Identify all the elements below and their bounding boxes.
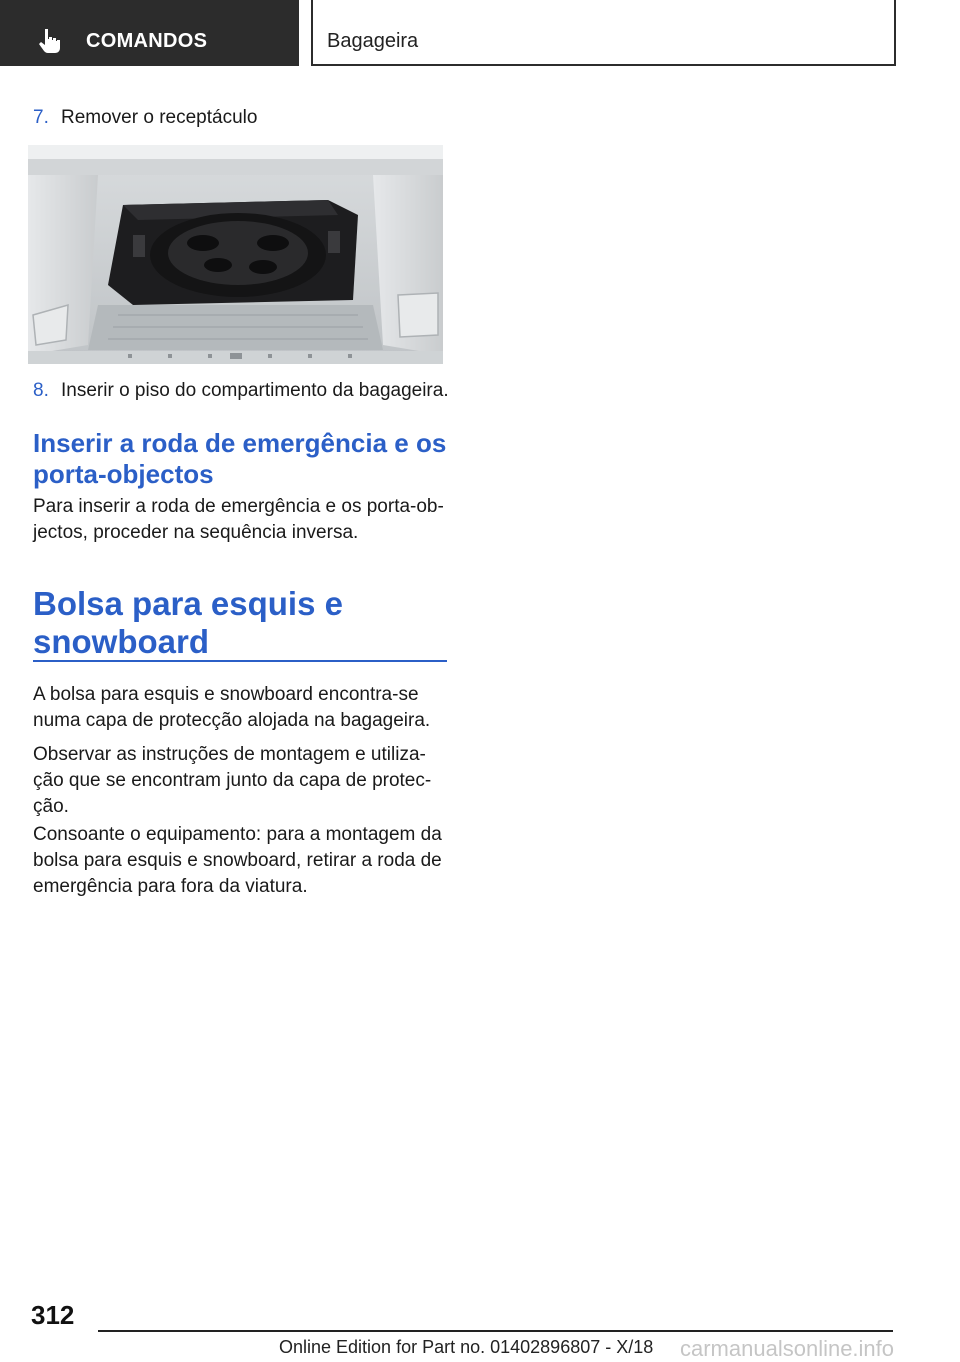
paragraph-2: Observar as instruções de montagem e utiliza-ção que se encontram junto da capa de protec-ção. (33, 744, 432, 817)
section-divider (33, 660, 447, 662)
step-item-8 (33, 379, 449, 403)
subsection-heading: Inserir a roda de emergência e os porta-objectos (33, 428, 447, 489)
subsection-body: Para inserir a roda de emergência e os porta-ob-jectos, proceder na sequência inversa. (33, 496, 444, 543)
step-text: Remover o receptáculo (61, 107, 258, 128)
footer-edition: Online Edition for Part no. 01402896807 - X/18 (279, 1337, 654, 1357)
page-header-title: Bagageira (327, 30, 419, 52)
footer-divider (98, 1330, 893, 1332)
section-heading: Bolsa para esquis e snowboard (33, 585, 343, 660)
page-number: 312 (31, 1300, 75, 1330)
trunk-illustration (28, 145, 443, 364)
page-header-section (311, 0, 896, 66)
step-number: 8. (33, 380, 49, 401)
paragraph-1: A bolsa para esquis e snowboard encontra-se numa capa de protecção alojada na bagageira. (33, 684, 431, 731)
section-tab-label: COMANDOS (86, 30, 208, 52)
watermark-text: carmanualsonline.info (680, 1336, 895, 1361)
section-tab (0, 0, 299, 66)
step-number: 7. (33, 107, 49, 128)
step-text: Inserir o piso do compartimento da bagageira. (61, 380, 449, 401)
pointing-hand-icon (36, 26, 64, 54)
trunk-photo (28, 145, 443, 364)
step-item-7 (33, 106, 257, 130)
paragraph-3: Consoante o equipamento: para a montagem da bolsa para esquis e snowboard, retirar a roda de emergência para fora da viatura. (33, 824, 442, 897)
